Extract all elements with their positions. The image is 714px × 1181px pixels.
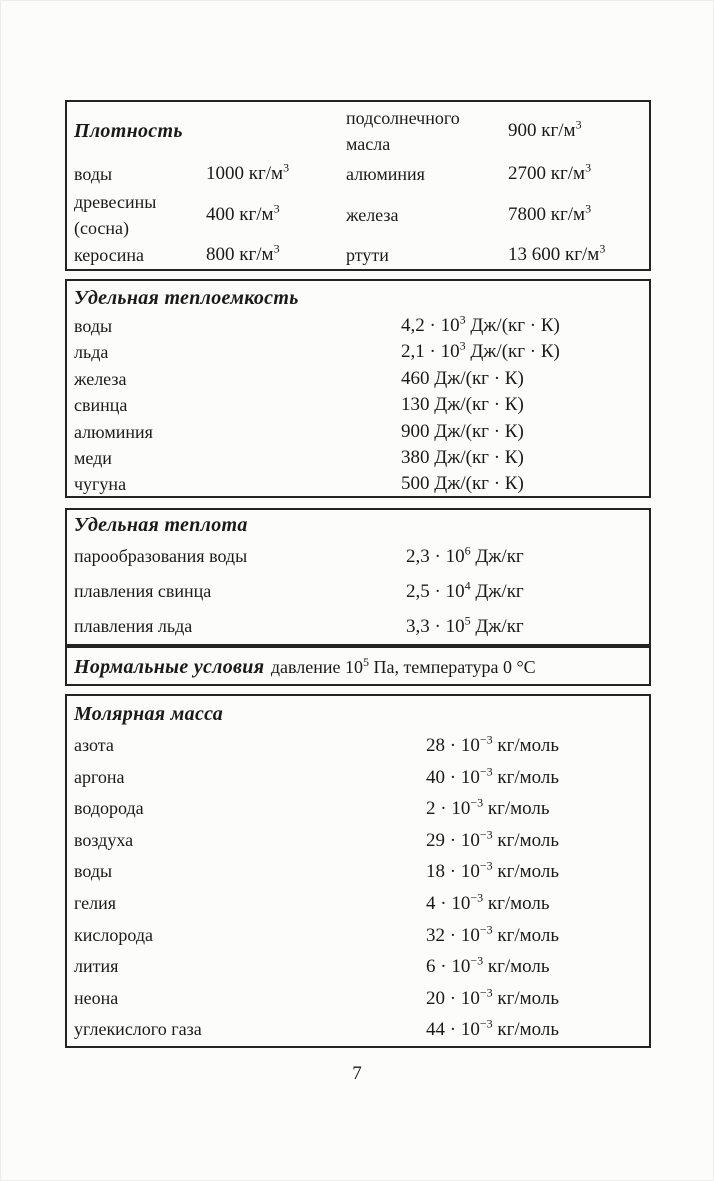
gas-label: неона: [74, 987, 119, 1008]
process-label: парообразования воды: [74, 546, 248, 566]
density-value: [206, 202, 346, 228]
heat-value: [406, 539, 645, 574]
unit-text: Дж/кг: [470, 616, 524, 637]
exponent: 3: [575, 117, 582, 132]
exponent: 3: [273, 241, 280, 256]
molar-mass-value: [426, 825, 645, 857]
unit-text: Дж/(кг · К): [429, 367, 524, 389]
value-text: 3,3 · 10: [406, 616, 465, 637]
unit-text: кг/моль: [492, 987, 560, 1009]
table-row: [74, 730, 645, 762]
unit-text: кг/моль: [483, 956, 550, 978]
value-text: 44 · 10: [426, 1019, 480, 1041]
substance-label: меди: [74, 447, 112, 468]
density-value: [508, 118, 645, 144]
unit-text: кг/моль: [492, 766, 560, 788]
gas-label: кислорода: [74, 924, 153, 945]
molar-mass-value: [426, 951, 645, 983]
table-row: [74, 920, 645, 952]
exponent: −3: [479, 922, 493, 937]
gas-label: лития: [74, 956, 119, 977]
heat-capacity-value: [401, 313, 645, 339]
specific-heat-capacity-title: Удельная теплоемкость: [74, 287, 299, 309]
exponent: −3: [470, 890, 484, 905]
table-row: [74, 793, 645, 825]
unit-text: кг/моль: [492, 829, 560, 851]
substance-label: свинца: [74, 395, 128, 416]
exponent: 3: [459, 339, 466, 354]
gas-label: азота: [74, 735, 114, 755]
table-row: [74, 574, 645, 609]
unit-text: Дж/(кг · К): [429, 473, 524, 495]
substance-label: древесины (сосна): [74, 192, 157, 238]
exponent: 3: [599, 241, 606, 256]
heat-capacity-value: [401, 339, 645, 365]
substance-label: железа: [74, 368, 127, 389]
normal-conditions-note: [65, 646, 651, 686]
unit-text: Дж/(кг · К): [429, 446, 524, 468]
molar-mass-value: [426, 1014, 645, 1046]
exponent: 3: [283, 160, 290, 175]
table-row: [74, 983, 645, 1015]
table-row: [74, 366, 645, 392]
substance-label: железа: [346, 205, 399, 225]
process-label: плавления свинца: [74, 581, 212, 601]
value-text: 4 · 10: [426, 892, 471, 914]
molar-mass-value: [426, 983, 645, 1015]
value-text: 32 · 10: [426, 924, 480, 946]
substance-label: воды: [74, 164, 113, 184]
molar-mass-value: [426, 730, 645, 762]
unit-text: Дж/кг: [470, 546, 524, 567]
value-text: 7800 кг/м: [508, 204, 586, 225]
gas-label: аргона: [74, 766, 125, 787]
exponent: −3: [479, 732, 493, 747]
value-text: 20 · 10: [426, 987, 480, 1009]
substance-label: воды: [74, 316, 113, 336]
table-row: [74, 445, 645, 471]
table-row: [74, 339, 645, 365]
table-row: [74, 539, 645, 574]
exponent: −3: [479, 985, 493, 1000]
molar-mass-value: [426, 856, 645, 888]
heat-capacity-value: [401, 419, 645, 445]
heat-capacity-value: [401, 471, 645, 497]
heat-value: [406, 574, 645, 609]
specific-heat-capacity-table: [65, 279, 651, 498]
value-text: 13 600 кг/м: [508, 243, 600, 265]
molar-mass-value: [426, 762, 645, 794]
value-text: 900 кг/м: [508, 120, 576, 141]
density-table-title: Плотность: [74, 119, 183, 142]
table-row: [74, 392, 645, 418]
molar-mass-table: [65, 694, 651, 1048]
molar-mass-value: [426, 793, 645, 825]
normal-conditions-text: давление 10: [266, 657, 363, 677]
specific-heat-capacity-rows: [74, 313, 645, 498]
exponent: −3: [479, 827, 493, 842]
substance-label: алюминия: [346, 164, 425, 184]
unit-text: кг/моль: [483, 892, 550, 914]
substance-label: ртути: [346, 244, 389, 265]
exponent: 5: [362, 655, 369, 669]
exponent: 6: [464, 543, 471, 558]
density-value: [206, 242, 346, 268]
density-value: [508, 202, 645, 228]
specific-heat-title: Удельная теплота: [74, 514, 248, 536]
gas-label: гелия: [74, 892, 117, 913]
unit-text: Дж/(кг · К): [465, 341, 560, 363]
molar-mass-title: Молярная масса: [74, 703, 224, 725]
gas-label: водорода: [74, 798, 144, 819]
table-row: [74, 762, 645, 794]
exponent: −3: [479, 764, 493, 779]
density-table: [65, 100, 651, 271]
heat-capacity-value: [401, 366, 645, 392]
table-row: [74, 419, 645, 445]
unit-text: кг/моль: [492, 1019, 560, 1041]
value-text: 6 · 10: [426, 956, 471, 978]
value-text: 18 · 10: [426, 861, 480, 883]
value-text: 130: [401, 394, 430, 416]
unit-text: кг/моль: [492, 924, 560, 946]
molar-mass-rows: [74, 730, 645, 1046]
specific-heat-table: [65, 508, 651, 646]
exponent: −3: [479, 859, 493, 874]
substance-label: керосина: [74, 244, 144, 265]
value-text: 400 кг/м: [206, 204, 274, 225]
density-value: [508, 242, 645, 268]
molar-mass-value: [426, 888, 645, 920]
heat-capacity-value: [401, 392, 645, 418]
value-text: 900: [401, 420, 430, 442]
exponent: 3: [459, 312, 466, 327]
value-text: 29 · 10: [426, 829, 480, 851]
value-text: 2,5 · 10: [406, 581, 465, 602]
value-text: 2 · 10: [426, 798, 471, 820]
gas-label: углекислого газа: [74, 1019, 202, 1040]
table-row: [74, 313, 645, 339]
normal-conditions-text: Па, температура 0 °С: [368, 657, 536, 677]
value-text: 1000 кг/м: [206, 163, 284, 184]
value-text: 460: [401, 367, 430, 389]
exponent: −3: [470, 795, 484, 810]
density-grid: [74, 104, 645, 269]
unit-text: Дж/кг: [470, 581, 524, 602]
normal-conditions-title: Нормальные условия: [74, 656, 265, 678]
heat-capacity-value: [401, 445, 645, 471]
specific-heat-rows: [74, 539, 645, 644]
table-row: [74, 856, 645, 888]
unit-text: кг/моль: [492, 735, 560, 756]
substance-label: подсолнечного масла: [346, 108, 460, 154]
unit-text: Дж/(кг · К): [465, 315, 560, 336]
substance-label: льда: [74, 342, 109, 363]
value-text: 2,1 · 10: [401, 341, 460, 363]
unit-text: Дж/(кг · К): [429, 420, 524, 442]
gas-label: воды: [74, 861, 113, 882]
exponent: 3: [273, 201, 280, 216]
value-text: 2700 кг/м: [508, 163, 586, 184]
exponent: −3: [479, 1017, 493, 1032]
value-text: 800 кг/м: [206, 243, 274, 265]
molar-mass-value: [426, 920, 645, 952]
value-text: 2,3 · 10: [406, 546, 465, 567]
heat-value: [406, 609, 645, 644]
exponent: 3: [585, 160, 592, 175]
value-text: 380: [401, 446, 430, 468]
unit-text: Дж/(кг · К): [429, 394, 524, 416]
gas-label: воздуха: [74, 829, 134, 850]
table-row: [74, 951, 645, 983]
exponent: 3: [585, 201, 592, 216]
unit-text: кг/моль: [492, 861, 560, 883]
table-row: [74, 1014, 645, 1046]
value-text: 4,2 · 10: [401, 315, 460, 336]
value-text: 500: [401, 473, 430, 495]
exponent: 4: [464, 578, 471, 593]
exponent: −3: [470, 953, 484, 968]
table-row: [74, 825, 645, 857]
process-label: плавления льда: [74, 616, 193, 636]
density-value: [206, 161, 346, 187]
page-number: 7: [352, 1063, 362, 1084]
unit-text: кг/моль: [483, 798, 550, 820]
table-row: [74, 471, 645, 497]
value-text: 40 · 10: [426, 766, 480, 788]
density-value: [508, 161, 645, 187]
table-row: [74, 609, 645, 644]
exponent: 5: [464, 613, 471, 628]
substance-label: алюминия: [74, 421, 153, 442]
substance-label: чугуна: [74, 474, 127, 495]
table-row: [74, 888, 645, 920]
value-text: 28 · 10: [426, 735, 480, 756]
